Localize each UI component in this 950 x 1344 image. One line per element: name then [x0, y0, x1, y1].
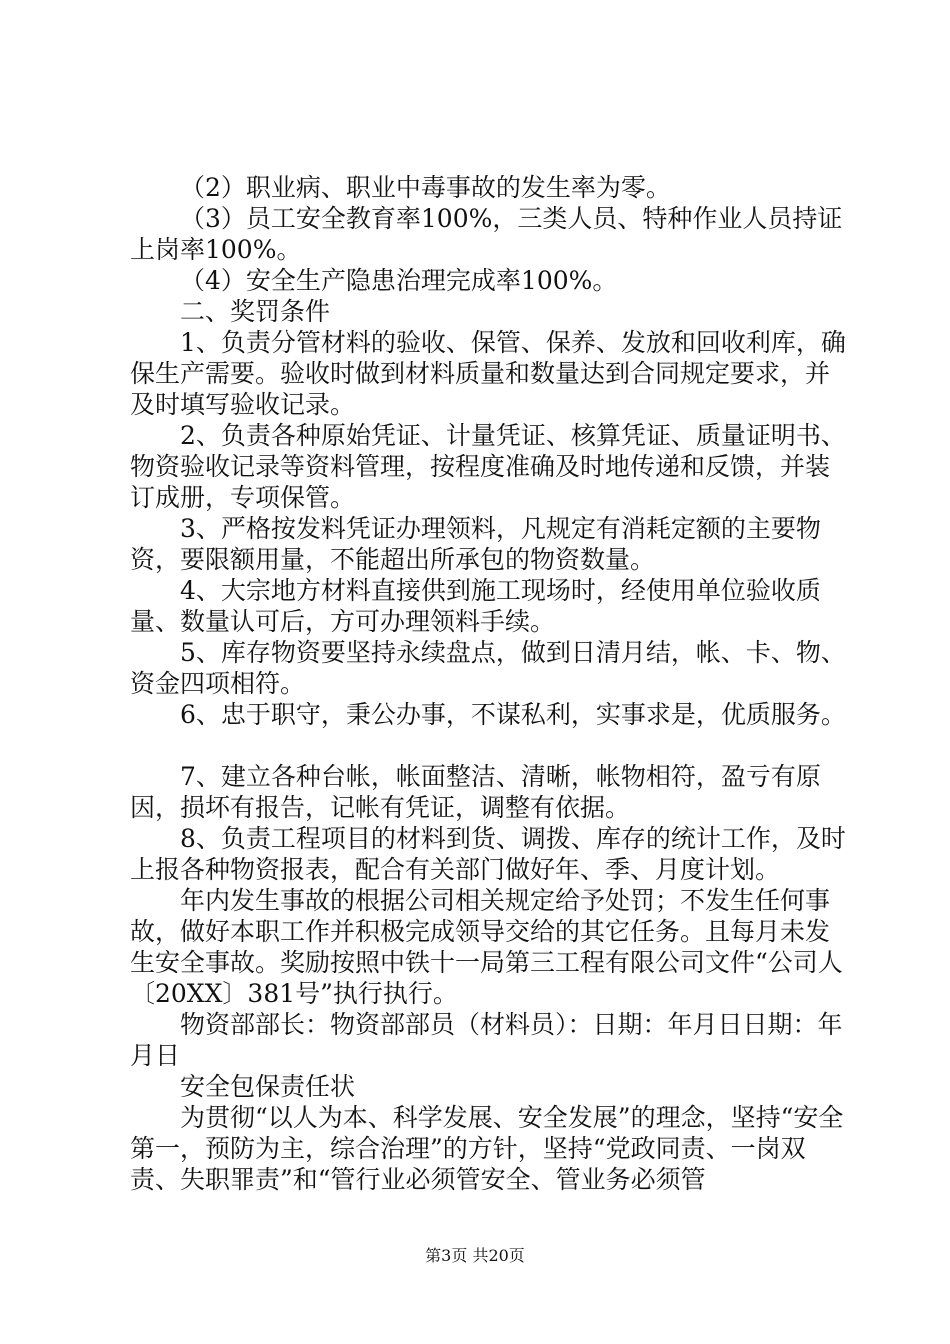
paragraph-item-8: 8、负责工程项目的材料到货、调拨、库存的统计工作，及时上报各种物资报表，配合有关部门做好年、季、月度计划。: [130, 824, 846, 884]
paragraph-item-6: 6、忠于职守，秉公办事，不谋私利，实事求是，优质服务。: [180, 700, 846, 729]
paragraph-item-2: 2、负责各种原始凭证、计量凭证、核算凭证、质量证明书、物资验收记录等资料管理，按程度准确及时地传递和反馈，并装订成册，专项保管。: [130, 421, 846, 512]
paragraph-goal-4: （4）安全生产隐患治理完成率100%。: [180, 266, 618, 295]
paragraph-responsibility-intro: 为贯彻“以人为本、科学发展、安全发展”的理念，坚持“安全第一，预防为主，综合治理”的方针，坚持“党政同责、一岗双责、失职罪责”和“管行业必须管安全、管业务必须管: [130, 1103, 844, 1194]
document-body: [130, 172, 850, 1195]
paragraph-item-7: 7、建立各种台帐，帐面整洁、清晰，帐物相符，盈亏有原因，损坏有报告，记帐有凭证，调整有依据。: [130, 762, 821, 822]
page-number-footer: 第3页 共20页: [425, 1246, 525, 1265]
paragraph-penalty: 年内发生事故的根据公司相关规定给予处罚；不发生任何事故，做好本职工作并积极完成领导交给的其它任务。且每月未发生安全事故。奖励按照中铁十一局第三工程有限公司文件“公司人〔20XX〕381号”执行执行。: [130, 886, 843, 1008]
paragraph-item-1: 1、负责分管材料的验收、保管、保养、发放和回收利库，确保生产需要。验收时做到材料质量和数量达到合同规定要求，并及时填写验收记录。: [130, 328, 846, 419]
paragraph-item-3: 3、严格按发料凭证办理领料，凡规定有消耗定额的主要物资，要限额用量，不能超出所承包的物资数量。: [130, 514, 821, 574]
paragraph-item-4: 4、大宗地方材料直接供到施工现场时，经使用单位验收质量、数量认可后，方可办理领料手续。: [130, 576, 821, 636]
signature-line: 物资部部长：物资部部员（材料员）：日期：年月日日期：年月日: [130, 1010, 843, 1070]
paragraph-item-5: 5、库存物资要坚持永续盘点，做到日清月结，帐、卡、物、资金四项相符。: [130, 638, 846, 698]
paragraph-goal-3: （3）员工安全教育率100%，三类人员、特种作业人员持证上岗率100%。: [130, 204, 843, 264]
paragraph-goal-2: （2）职业病、职业中毒事故的发生率为零。: [180, 173, 671, 202]
section-heading-responsibility: 安全包保责任状: [180, 1072, 356, 1101]
section-heading-rewards: 二、奖罚条件: [180, 297, 331, 326]
